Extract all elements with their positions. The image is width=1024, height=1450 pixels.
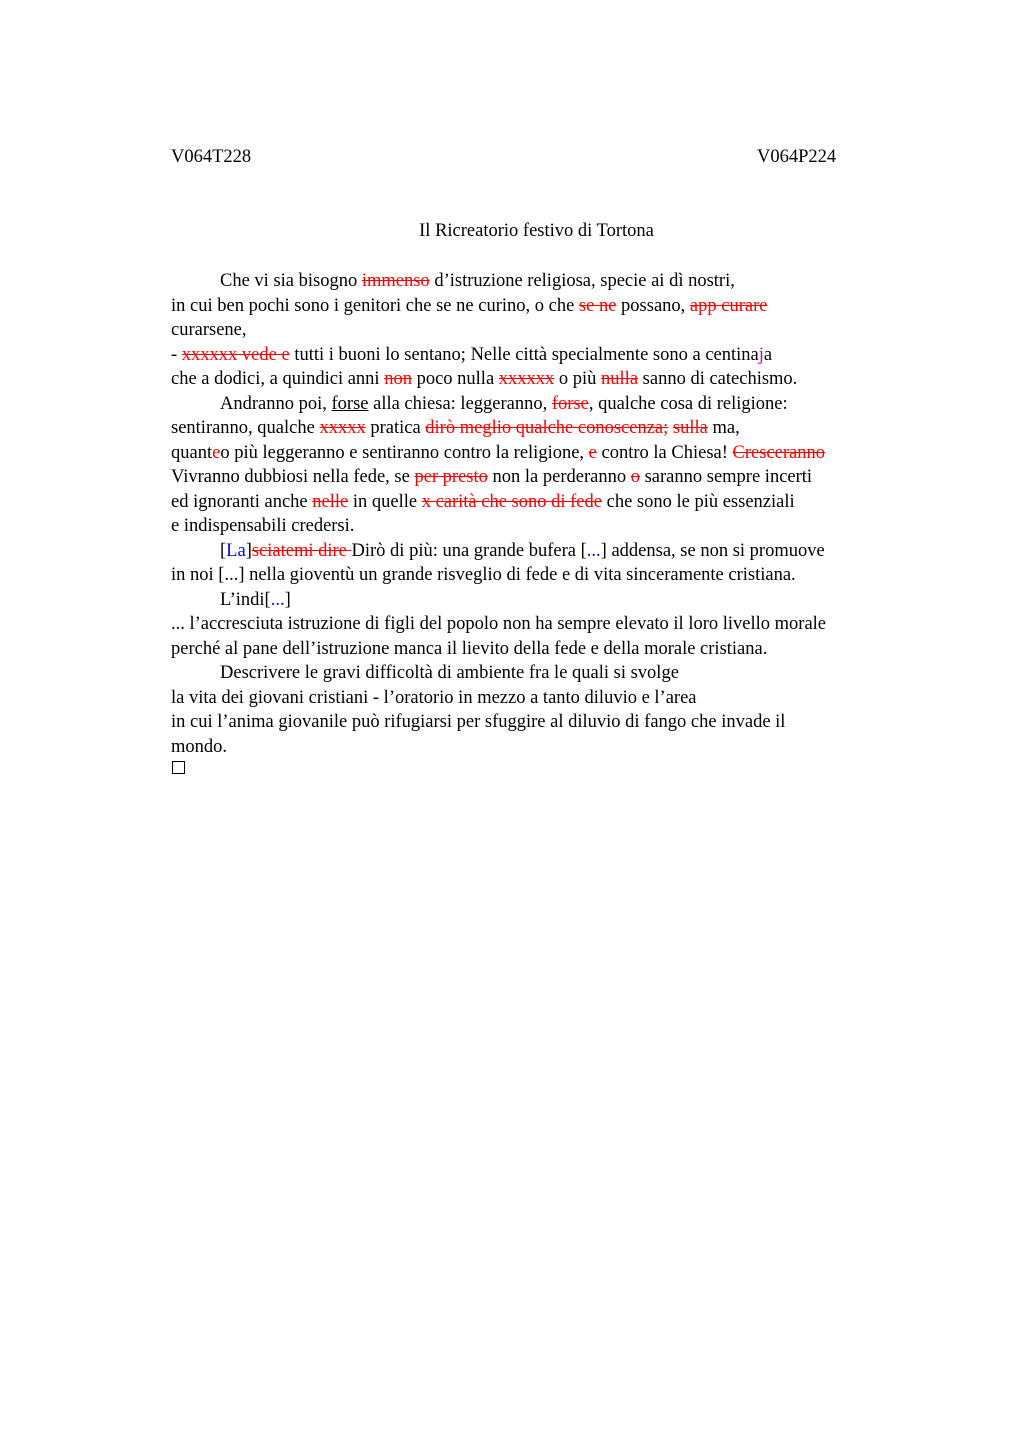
text-line: perché al pane dell’istruzione manca il lievito della fede e della morale cristiana. (171, 639, 768, 659)
deleted-text: non (384, 369, 412, 389)
text-run: - (171, 345, 182, 365)
text-line (220, 539, 825, 563)
text-line: in cui l’anima giovanile può rifugiarsi per sfuggire al diluvio di fango che invade il (171, 712, 786, 732)
text-run: d’istruzione religiosa, specie ai dì nostri, (429, 271, 735, 291)
text-run: o più (554, 369, 602, 389)
text-line (171, 416, 740, 440)
deleted-text: nulla (601, 369, 639, 389)
text-line: mondo. (171, 737, 228, 757)
text-line (220, 269, 735, 293)
text-run: , qualche cosa di religione: (588, 394, 788, 414)
text-line (171, 490, 795, 514)
inserted-text: ... (586, 541, 601, 561)
underlined-text: forse (331, 394, 369, 414)
text-run: L’indi[ (220, 590, 271, 610)
text-run: in quelle (348, 492, 422, 512)
deleted-text: Cresceranno (732, 443, 825, 463)
text-run: quant (171, 443, 213, 463)
text-line: Descrivere le gravi difficoltà di ambiente fra le quali si svolge (220, 663, 679, 683)
text-line: curarsene, (171, 320, 247, 340)
deleted-text: app curare (689, 296, 768, 316)
deleted-text: se ne (578, 296, 617, 316)
inserted-letter: j (758, 345, 764, 365)
text-run: Dirò di più: una grande bufera [ (351, 541, 587, 561)
deleted-text: sulla (672, 418, 708, 438)
text-line (171, 367, 797, 391)
text-run: ] (245, 541, 252, 561)
deleted-text: o (630, 467, 640, 487)
text-line (171, 294, 767, 318)
deleted-text: x carità che sono di fede (421, 492, 602, 512)
deleted-text: nelle (312, 492, 349, 512)
text-run: a (763, 345, 773, 365)
text-run: sanno di catechismo. (638, 369, 798, 389)
text-run: in cui ben pochi sono i genitori che se ne curino, o che (171, 296, 579, 316)
deleted-text: xxxxxx vede e (181, 345, 290, 365)
text-line (171, 343, 772, 367)
deleted-text: forse (551, 394, 589, 414)
deleted-text: xxxxxx (498, 369, 555, 389)
text-run: non la perderanno (487, 467, 631, 487)
text-line (220, 392, 788, 416)
deleted-text: per presto (414, 467, 488, 487)
text-run: o più leggeranno e sentiranno contro la religione, (220, 443, 589, 463)
text-run: tutti i buoni lo sentano; Nelle città specialmente sono a centina (289, 345, 759, 365)
text-line: ... l’accresciuta istruzione di figli del popolo non ha sempre elevato il loro livello morale (171, 614, 827, 634)
text-run: possano, (616, 296, 690, 316)
document-title: Il Ricreatorio festivo di Tortona (419, 221, 654, 241)
text-run: che sono le più essenziali (601, 492, 795, 512)
text-run: contro la Chiesa! (596, 443, 733, 463)
deleted-text: dirò meglio qualche conoscenza; (425, 418, 669, 438)
text-run: ] (284, 590, 291, 610)
deleted-text: immenso (361, 271, 430, 291)
text-run: [ (220, 541, 227, 561)
text-run: ma, (707, 418, 740, 438)
text-run: saranno sempre incerti (639, 467, 813, 487)
text-run: Che vi sia bisogno (220, 271, 362, 291)
header-left-code: V064T228 (171, 147, 252, 167)
text-line: e indispensabili credersi. (171, 516, 355, 536)
header-right-code: V064P224 (757, 147, 837, 167)
text-line (171, 441, 825, 465)
text-run: ed ignoranti anche (171, 492, 313, 512)
text-run: Vivranno dubbiosi nella fede, se (171, 467, 415, 487)
text-run: pratica (365, 418, 426, 438)
text-run: poco nulla (411, 369, 499, 389)
corrected-letter: e (212, 443, 221, 463)
text-run: Andranno poi, (220, 394, 332, 414)
text-line (220, 588, 291, 612)
text-run: che a dodici, a quindici anni (171, 369, 385, 389)
deleted-text: sciatemi dire (251, 541, 352, 561)
end-of-section-square (172, 761, 185, 774)
text-line: la vita dei giovani cristiani - l’oratorio in mezzo a tanto diluvio e l’area (171, 688, 697, 708)
text-run: alla chiesa: leggeranno, (368, 394, 552, 414)
text-line (171, 465, 812, 489)
deleted-text: xxxxx (319, 418, 366, 438)
text-run: ] addensa, se non si promuove (600, 541, 825, 561)
deleted-text: e (588, 443, 597, 463)
text-line: in noi [...] nella gioventù un grande risveglio di fede e di vita sinceramente cristiana. (171, 565, 796, 585)
text-run: sentiranno, qualche (171, 418, 320, 438)
inserted-text: La (226, 541, 246, 561)
inserted-text: ... (270, 590, 285, 610)
